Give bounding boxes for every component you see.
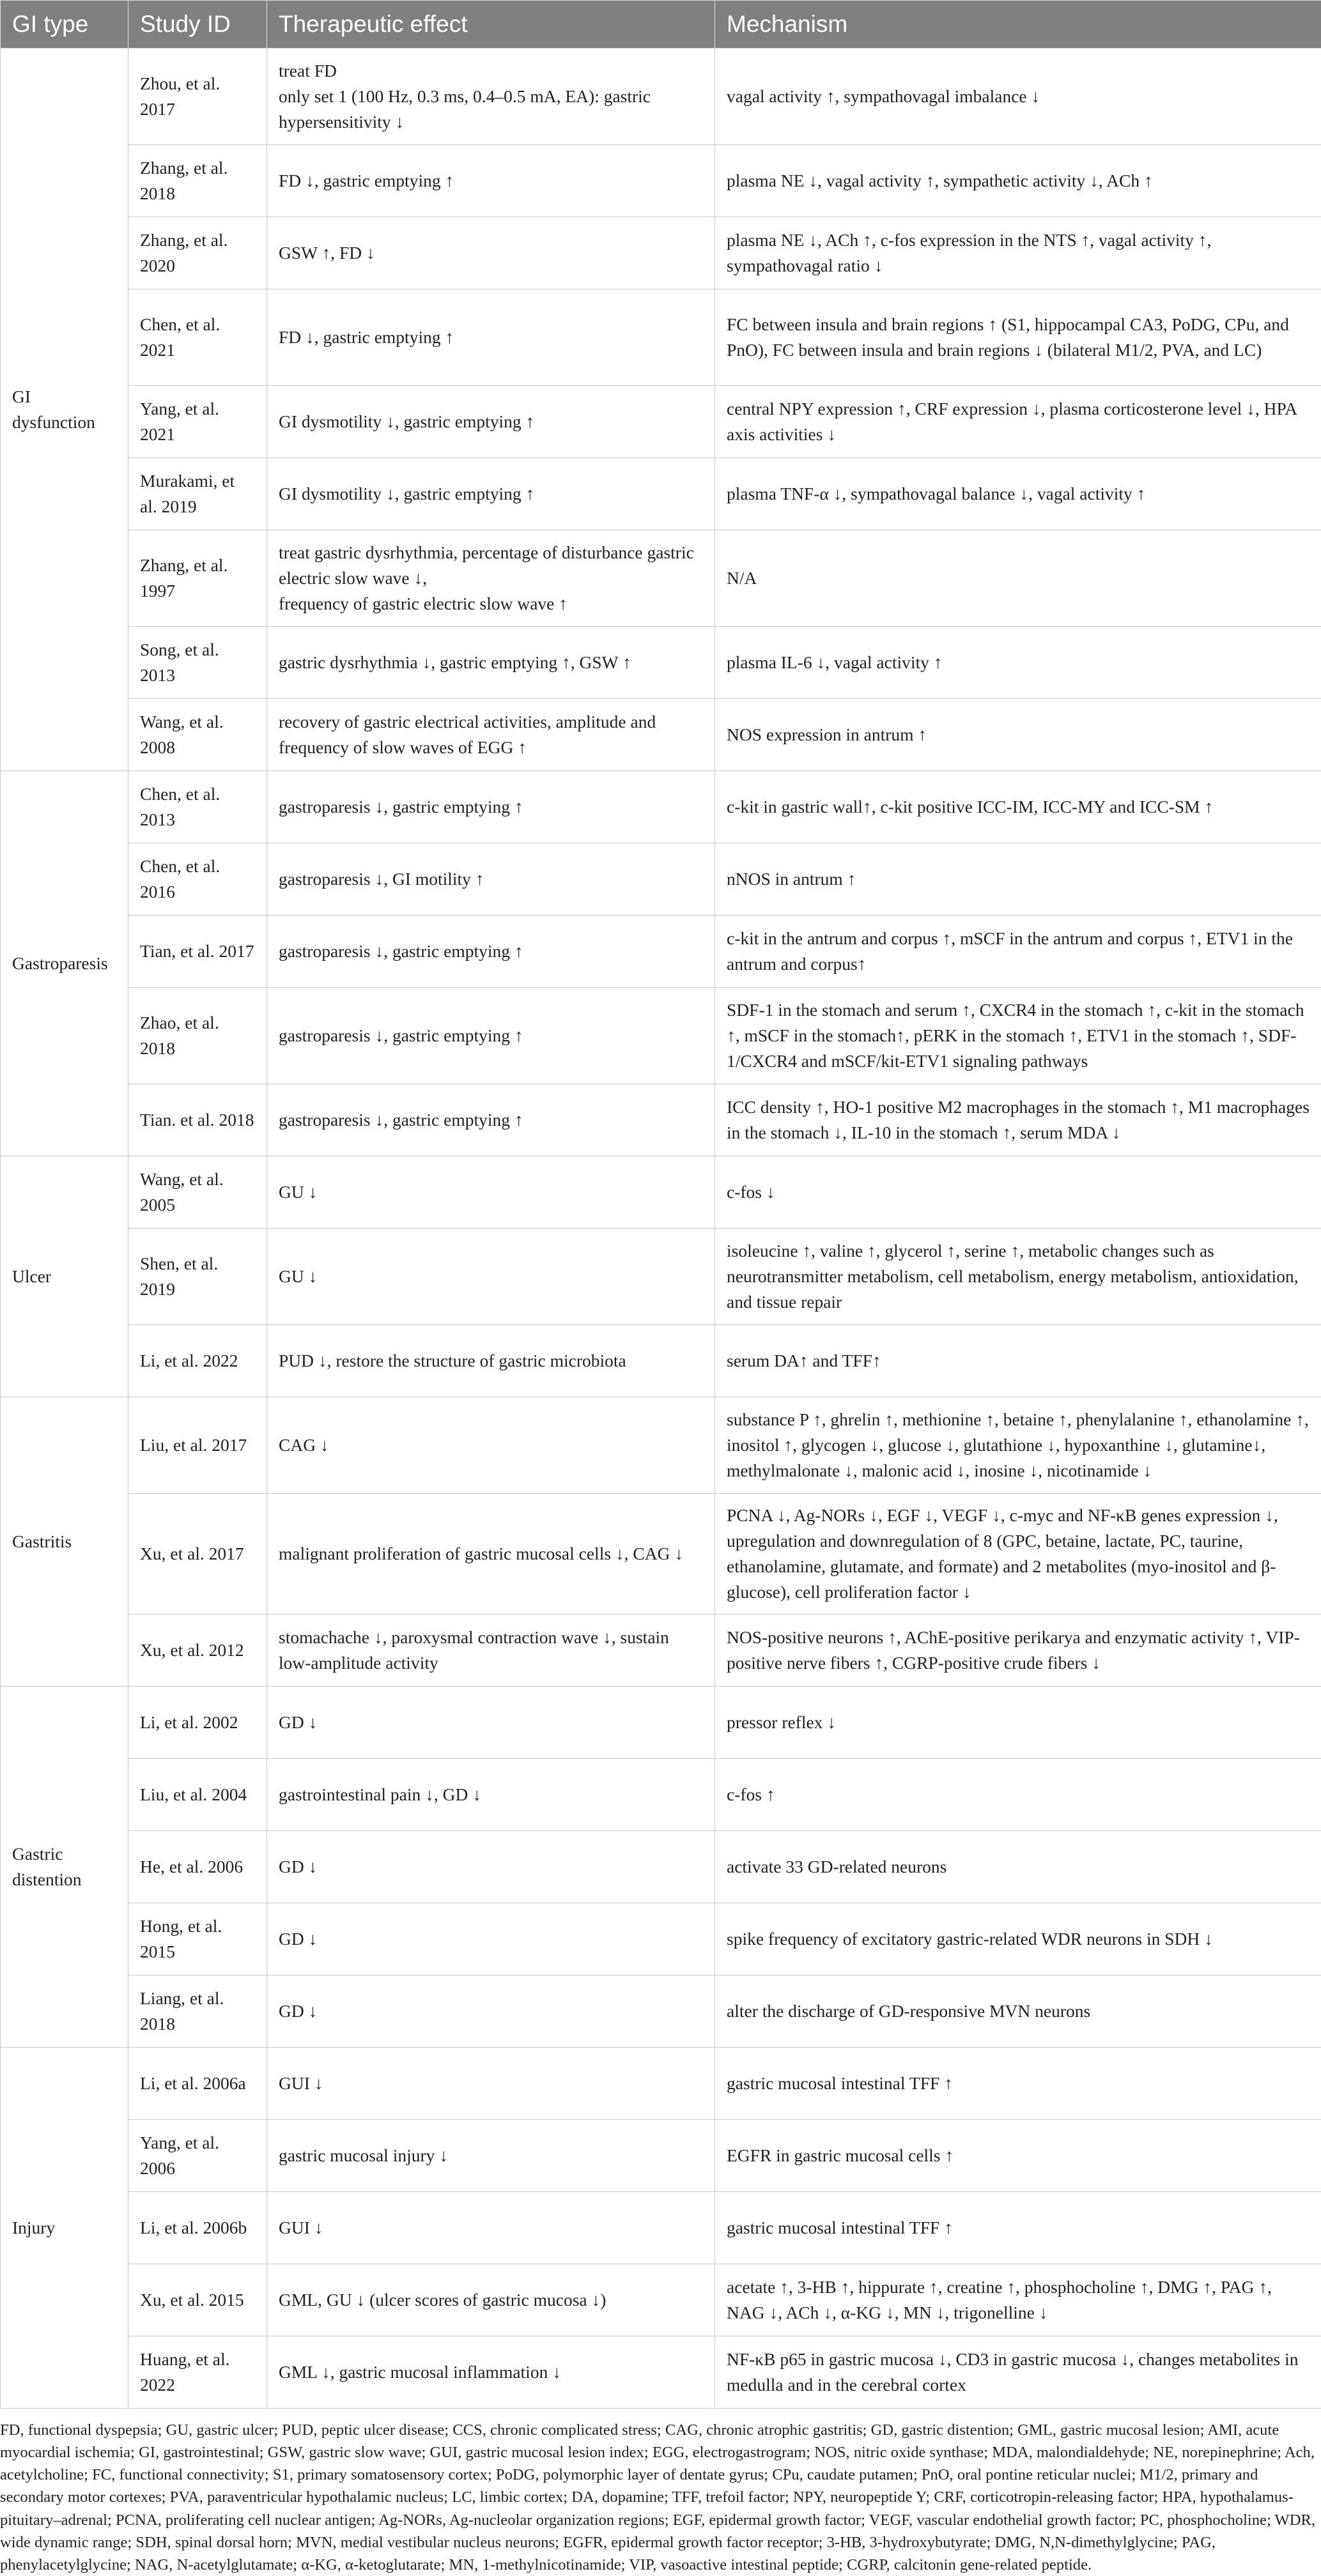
mechanism-cell [715,1975,1321,2048]
therapeutic-effect-cell [267,2264,715,2336]
study-id-cell: Murakami, et al. 2019 [128,458,267,530]
mechanism-cell [715,771,1321,843]
gi-type-cell: Ulcer [1,1156,128,1397]
effect-line: GD ↓ [279,1998,703,2024]
table-row [1,1831,1321,1903]
gi-type-cell: Injury [1,2048,128,2409]
gi-type-cell: GI dysfunction [1,49,128,771]
table-row [1,289,1321,386]
therapeutic-effect-cell [267,988,715,1084]
therapeutic-effect-cell [267,2120,715,2192]
effect-line: recovery of gastric electrical activities, amplitude and frequency of slow waves of EGG ↑ [279,709,703,760]
therapeutic-effect-cell [267,2048,715,2120]
therapeutic-effect-cell [267,2336,715,2409]
therapeutic-effect-cell [267,843,715,916]
mechanism-line: substance P ↑, ghrelin ↑, methionine ↑, betaine ↑, phenylalanine ↑, ethanolamine ↑, inositol ↑, glycogen ↓, glucose ↓, glutathione ↓, hypoxanthine ↓, glutamine↓, methylmalonate ↓, malonic acid ↓, inosine ↓, nicotinamide ↓ [727,1407,1309,1483]
effect-line: PUD ↓, restore the structure of gastric microbiota [279,1348,703,1374]
table-row [1,1229,1321,1325]
therapeutic-effect-cell [267,1229,715,1325]
mechanism-line: N/A [727,565,1309,591]
mechanism-cell [715,1903,1321,1975]
effect-line: stomachache ↓, paroxysmal contraction wave ↓, sustain low-amplitude activity [279,1625,703,1676]
effect-line: GML, GU ↓ (ulcer scores of gastric mucosa ↓) [279,2287,703,2313]
effect-line: gastroparesis ↓, gastric emptying ↑ [279,1107,703,1133]
mechanism-cell [715,1397,1321,1494]
effect-line: GML ↓, gastric mucosal inflammation ↓ [279,2359,703,2385]
therapeutic-effect-cell [267,1397,715,1494]
mechanism-line: pressor reflex ↓ [727,1710,1309,1735]
table-row [1,988,1321,1084]
table-row [1,1156,1321,1229]
table-row [1,1975,1321,2048]
effect-line: gastric dysrhythmia ↓, gastric emptying ↑, GSW ↑ [279,650,703,675]
mechanism-cell [715,458,1321,530]
study-id-cell: Xu, et al. 2012 [128,1614,267,1687]
therapeutic-effect-cell [267,627,715,699]
mechanism-line: c-fos ↑ [727,1782,1309,1807]
study-id-cell: Xu, et al. 2015 [128,2264,267,2336]
table-row [1,1687,1321,1759]
therapeutic-effect-cell [267,1759,715,1831]
effect-line: gastric mucosal injury ↓ [279,2143,703,2168]
therapeutic-effect-cell [267,1494,715,1614]
table-row [1,145,1321,217]
therapeutic-effect-cell [267,1975,715,2048]
table-row [1,2120,1321,2192]
study-id-cell: Zhang, et al. 1997 [128,530,267,627]
mechanism-cell [715,1614,1321,1687]
table-body [1,49,1321,2409]
mechanism-line: gastric mucosal intestinal TFF ↑ [727,2071,1309,2096]
effect-line: malignant proliferation of gastric mucosal cells ↓, CAG ↓ [279,1541,703,1567]
mechanism-line: FC between insula and brain regions ↑ (S1, hippocampal CA3, PoDG, CPu, and PnO), FC between insula and brain regions ↓ (bilateral M1/2, PVA, and LC) [727,312,1309,363]
table-row [1,916,1321,988]
table-footnote: FD, functional dyspepsia; GU, gastric ulcer; PUD, peptic ulcer disease; CCS, chronic complicated stress; CAG, chronic atrophic gastritis; GD, gastric distention; GML, gastric mucosal lesion; AMI, acute myocardial ischemia; GI, gastrointestinal; GSW, gastric slow wave; GUI, gastric mucosal lesion index; EGG, electrogastrogram; NOS, nitric oxide synthase; MDA, malondialdehyde; NE, norepinephrine; Ach, acetylcholine; FC, functional connectivity; S1, primary somatosensory cortex; PoDG, polymorphic layer of dentate gyrus; CPu, caudate putamen; PnO, oral pontine reticular nuclei; M1/2, primary and secondary motor cortexes; PVA, paraventricular hypothalamic nucleus; LC, limbic cortex; DA, dopamine; TFF, trefoil factor; NPY, neuropeptide Y; CRF, corticotropin-releasing factor; HPA, hypothalamus-pituitary–adrenal; PCNA, proliferating cell nuclear antigen; Ag-NORs, Ag-nucleolar organization regions; EGF, epidermal growth factor; VEGF, vascular endothelial growth factor; PC, phosphocholine; WDR, wide dynamic range; SDH, spinal dorsal horn; MVN, medial vestibular nucleus neurons; EGFR, epidermal growth factor receptor; 3-HB, 3-hydroxybutyrate; DMG, N,N-dimethylglycine; PAG, phenylacetylglycine; NAG, N-acetylglutamate; α-KG, α-ketoglutarate; MN, 1-methylnicotinamide; VIP, vasoactive intestinal peptide; CGRP, calcitonin gene-related peptide. [0,2409,1321,2576]
mechanism-line: NOS-positive neurons ↑, AChE-positive perikarya and enzymatic activity ↑, VIP-positive nerve fibers ↑, CGRP-positive crude fibers ↓ [727,1625,1309,1676]
study-id-cell: Li, et al. 2002 [128,1687,267,1759]
mechanism-cell [715,1325,1321,1397]
study-id-cell: Yang, et al. 2006 [128,2120,267,2192]
therapeutic-effect-cell [267,217,715,289]
therapeutic-effect-cell [267,386,715,458]
study-id-cell: Li, et al. 2006b [128,2192,267,2264]
effect-line: gastroparesis ↓, gastric emptying ↑ [279,794,703,820]
effect-line: GU ↓ [279,1264,703,1289]
mechanism-cell [715,2336,1321,2409]
mechanism-cell [715,145,1321,217]
therapeutic-effect-cell [267,699,715,771]
table-row [1,627,1321,699]
mechanism-line: central NPY expression ↑, CRF expression ↓, plasma corticosterone level ↓, HPA axis activities ↓ [727,396,1309,447]
table-row [1,49,1321,145]
mechanism-line: vagal activity ↑, sympathovagal imbalance ↓ [727,84,1309,109]
mechanism-line: c-kit in gastric wall↑, c-kit positive ICC-IM, ICC-MY and ICC-SM ↑ [727,794,1309,820]
study-id-cell: Song, et al. 2013 [128,627,267,699]
study-id-cell: Liang, et al. 2018 [128,1975,267,2048]
table-row [1,1759,1321,1831]
therapeutic-effect-cell [267,771,715,843]
mechanism-line: NF-κB p65 in gastric mucosa ↓, CD3 in gastric mucosa ↓, changes metabolites in medulla and in the cerebral cortex [727,2347,1309,2398]
header-mechanism: Mechanism [715,1,1321,49]
header-study-id: Study ID [128,1,267,49]
table-row [1,2264,1321,2336]
effect-line: GI dysmotility ↓, gastric emptying ↑ [279,481,703,507]
mechanism-cell [715,217,1321,289]
table-row [1,2048,1321,2120]
mechanism-line: serum DA↑ and TFF↑ [727,1348,1309,1374]
mechanism-cell [715,1831,1321,1903]
effect-line: GUI ↓ [279,2071,703,2096]
therapeutic-effect-cell [267,2192,715,2264]
mechanism-line: acetate ↑, 3-HB ↑, hippurate ↑, creatine ↑, phosphocholine ↑, DMG ↑, PAG ↑, NAG ↓, ACh ↓, α-KG ↓, MN ↓, trigonelline ↓ [727,2274,1309,2326]
mechanism-cell [715,49,1321,145]
table-row [1,1494,1321,1614]
therapeutic-effect-cell [267,289,715,386]
study-id-cell: Zhang, et al. 2018 [128,145,267,217]
therapeutic-effect-cell [267,530,715,627]
mechanism-cell [715,627,1321,699]
table-row [1,2336,1321,2409]
header-gi-type: GI type [1,1,128,49]
mechanism-cell [715,2120,1321,2192]
therapeutic-effect-cell [267,1903,715,1975]
table-row [1,1325,1321,1397]
effect-line: gastroparesis ↓, gastric emptying ↑ [279,1023,703,1048]
study-id-cell: Wang, et al. 2005 [128,1156,267,1229]
study-id-cell: Tian, et al. 2017 [128,916,267,988]
mechanism-line: gastric mucosal intestinal TFF ↑ [727,2215,1309,2241]
mechanism-line: activate 33 GD-related neurons [727,1854,1309,1880]
mechanism-line: NOS expression in antrum ↑ [727,722,1309,747]
mechanism-cell [715,916,1321,988]
effect-line: gastroparesis ↓, gastric emptying ↑ [279,939,703,964]
study-id-cell: Chen, et al. 2013 [128,771,267,843]
study-id-cell: Liu, et al. 2017 [128,1397,267,1494]
mechanism-line: c-fos ↓ [727,1179,1309,1205]
therapeutic-effect-cell [267,1084,715,1156]
mechanism-cell [715,2048,1321,2120]
mechanism-line: c-kit in the antrum and corpus ↑, mSCF in the antrum and corpus ↑, ETV1 in the antrum and corpus↑ [727,926,1309,977]
effect-line: frequency of gastric electric slow wave ↑ [279,591,703,617]
therapeutic-effect-cell [267,145,715,217]
effect-line: treat FD [279,58,703,84]
effect-line: GD ↓ [279,1926,703,1952]
study-id-cell: Yang, et al. 2021 [128,386,267,458]
therapeutic-effect-cell [267,458,715,530]
study-id-cell: Zhao, et al. 2018 [128,988,267,1084]
table-row [1,1903,1321,1975]
study-id-cell: Tian. et al. 2018 [128,1084,267,1156]
mechanism-line: spike frequency of excitatory gastric-related WDR neurons in SDH ↓ [727,1926,1309,1952]
mechanism-cell [715,1759,1321,1831]
mechanism-cell [715,1156,1321,1229]
study-id-cell: Xu, et al. 2017 [128,1494,267,1614]
table-row [1,530,1321,627]
therapeutic-effect-cell [267,1831,715,1903]
mechanism-cell [715,1229,1321,1325]
effect-line: FD ↓, gastric emptying ↑ [279,168,703,194]
table-row [1,843,1321,916]
mechanism-cell [715,2192,1321,2264]
mechanism-line: plasma IL-6 ↓, vagal activity ↑ [727,650,1309,675]
study-id-cell: Shen, et al. 2019 [128,1229,267,1325]
table-row [1,1614,1321,1687]
study-id-cell: Chen, et al. 2021 [128,289,267,386]
mechanism-cell [715,530,1321,627]
mechanism-line: SDF-1 in the stomach and serum ↑, CXCR4 in the stomach ↑, c-kit in the stomach ↑, mSCF in the stomach↑, pERK in the stomach ↑, ETV1 in the stomach ↑, SDF-1/CXCR4 and mSCF/kit-ETV1 signaling pathways [727,997,1309,1074]
study-id-cell: He, et al. 2006 [128,1831,267,1903]
mechanism-cell [715,1687,1321,1759]
header-therapeutic-effect: Therapeutic effect [267,1,715,49]
table-row [1,386,1321,458]
effect-line: FD ↓, gastric emptying ↑ [279,325,703,350]
effect-line: only set 1 (100 Hz, 0.3 ms, 0.4–0.5 mA, EA): gastric hypersensitivity ↓ [279,84,703,135]
effect-line: CAG ↓ [279,1432,703,1458]
table-row [1,699,1321,771]
gi-type-cell: Gastric distention [1,1687,128,2048]
therapeutic-effect-cell [267,1325,715,1397]
therapeutic-effect-cell [267,1156,715,1229]
mechanism-line: nNOS in antrum ↑ [727,866,1309,892]
study-id-cell: Zhou, et al. 2017 [128,49,267,145]
table-row [1,2192,1321,2264]
effect-line: gastroparesis ↓, GI motility ↑ [279,866,703,892]
study-id-cell: Li, et al. 2006a [128,2048,267,2120]
effect-line: GI dysmotility ↓, gastric emptying ↑ [279,409,703,434]
effect-line: treat gastric dysrhythmia, percentage of disturbance gastric electric slow wave ↓, [279,540,703,591]
study-id-cell: Hong, et al. 2015 [128,1903,267,1975]
study-id-cell: Chen, et al. 2016 [128,843,267,916]
mechanism-cell [715,988,1321,1084]
table-row [1,217,1321,289]
table-row [1,1397,1321,1494]
therapeutic-effect-cell [267,916,715,988]
therapeutic-effect-cell [267,49,715,145]
table-row [1,771,1321,843]
mechanism-line: EGFR in gastric mucosal cells ↑ [727,2143,1309,2168]
mechanism-cell [715,289,1321,386]
effect-line: GUI ↓ [279,2215,703,2241]
mechanism-line: PCNA ↓, Ag-NORs ↓, EGF ↓, VEGF ↓, c-myc and NF-κB genes expression ↓, upregulation and downregulation of 8 (GPC, betaine, lactate, PC, taurine, ethanolamine, glutamate, and formate) and 2 metabolites (myo-inositol and β-glucose), cell proliferation factor ↓ [727,1503,1309,1605]
mechanism-line: plasma NE ↓, ACh ↑, c-fos expression in the NTS ↑, vagal activity ↑, sympathovagal ratio ↓ [727,227,1309,279]
therapeutic-effect-cell [267,1614,715,1687]
effect-line: GD ↓ [279,1710,703,1735]
mechanism-cell [715,2264,1321,2336]
study-id-cell: Wang, et al. 2008 [128,699,267,771]
mechanism-cell [715,699,1321,771]
mechanism-cell [715,843,1321,916]
mechanism-cell [715,1494,1321,1614]
mechanism-line: isoleucine ↑, valine ↑, glycerol ↑, serine ↑, metabolic changes such as neurotransmitter metabolism, cell metabolism, energy metabolism, antioxidation, and tissue repair [727,1238,1309,1315]
table-header-row [1,1,1321,49]
effect-line: GD ↓ [279,1854,703,1880]
table-row [1,458,1321,530]
study-id-cell: Zhang, et al. 2020 [128,217,267,289]
mechanism-cell [715,1084,1321,1156]
mechanism-line: ICC density ↑, HO-1 positive M2 macrophages in the stomach ↑, M1 macrophages in the stomach ↓, IL-10 in the stomach ↑, serum MDA ↓ [727,1094,1309,1146]
effect-line: GSW ↑, FD ↓ [279,240,703,266]
effect-line: gastrointestinal pain ↓, GD ↓ [279,1782,703,1807]
mechanism-line: plasma TNF-α ↓, sympathovagal balance ↓, vagal activity ↑ [727,481,1309,507]
gi-type-cell: Gastritis [1,1397,128,1687]
study-id-cell: Li, et al. 2022 [128,1325,267,1397]
table-row [1,1084,1321,1156]
study-id-cell: Huang, et al. 2022 [128,2336,267,2409]
mechanism-line: plasma NE ↓, vagal activity ↑, sympathetic activity ↓, ACh ↑ [727,168,1309,194]
study-id-cell: Liu, et al. 2004 [128,1759,267,1831]
therapeutic-effect-cell [267,1687,715,1759]
gi-type-cell: Gastroparesis [1,771,128,1156]
effect-line: GU ↓ [279,1179,703,1205]
mechanism-cell [715,386,1321,458]
mechanism-line: alter the discharge of GD-responsive MVN neurons [727,1998,1309,2024]
